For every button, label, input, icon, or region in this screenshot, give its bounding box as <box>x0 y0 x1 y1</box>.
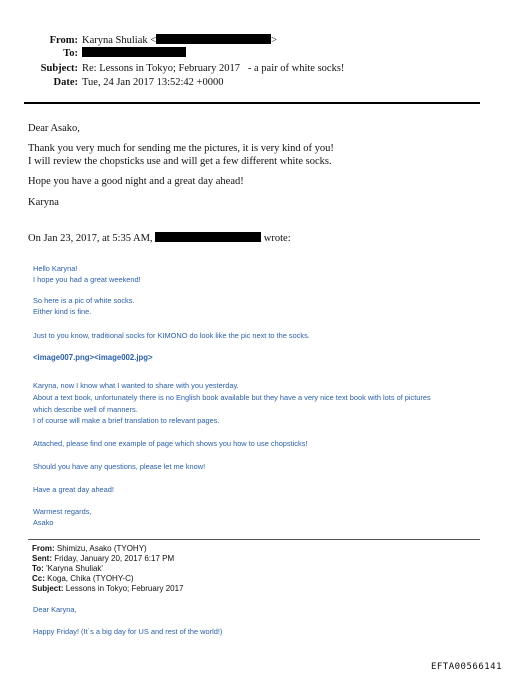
reply-greeting: Dear Asako, <box>28 123 80 134</box>
header-divider <box>24 102 480 104</box>
date-label: Date: <box>53 77 78 88</box>
reply-line-1: Thank you very much for sending me the pictures, it is very kind of you! <box>28 143 334 154</box>
subject-value: Re: Lessons in Tokyo; February 2017 - a pair of white socks! <box>82 63 345 74</box>
attachment-placeholder[interactable]: <image007.png><image002.jpg> <box>33 353 153 362</box>
reply-line-2: I will review the chopsticks use and will get a few different white socks. <box>28 156 332 167</box>
quoted-line: Should you have any questions, please let me know! <box>33 462 206 471</box>
quoted-line: Either kind is fine. <box>33 307 92 316</box>
quoted-line: Hello Karyna! <box>33 264 78 273</box>
fwd-subject-value: Lessons in Tokyo; February 2017 <box>65 584 184 593</box>
quote-wrote: wrote: <box>263 233 291 244</box>
from-close: > <box>271 35 278 46</box>
forwarded-line-1: Happy Friday! (It`s a big day for US and rest of the world!) <box>33 627 223 636</box>
forwarded-divider <box>28 539 480 540</box>
forwarded-from-row <box>32 544 147 554</box>
fwd-subject-label: Subject: <box>32 584 64 593</box>
document-id: EFTA00566141 <box>430 662 502 672</box>
fwd-sent-label: Sent: <box>32 554 52 563</box>
reply-signature: Karyna <box>28 197 59 208</box>
subject-label: Subject: <box>40 63 78 74</box>
quoted-line: Karyna, now I know what I wanted to share with you yesterday. <box>33 381 239 390</box>
quoted-line: which describe well of manners. <box>33 405 138 414</box>
header-subject-row <box>24 62 344 75</box>
forwarded-cc-row <box>32 574 134 584</box>
quote-intro-row <box>28 232 291 245</box>
forwarded-sent-row <box>32 554 174 564</box>
quoted-line: About a text book, unfortunately there is no English book available but they have a very nice text book with lots of pictures <box>33 393 431 402</box>
forwarded-to-row <box>32 564 103 574</box>
reply-line-3: Hope you have a good night and a great day ahead! <box>28 176 244 187</box>
fwd-sent-value: Friday, January 20, 2017 6:17 PM <box>54 554 175 563</box>
date-value: Tue, 24 Jan 2017 13:52:42 +0000 <box>82 77 224 88</box>
quoted-line: So here is a pic of white socks. <box>33 296 135 305</box>
quoted-line: I of course will make a brief translation to relevant pages. <box>33 416 220 425</box>
fwd-cc-label: Cc: <box>32 574 45 583</box>
from-value: Karyna Shuliak < <box>82 35 157 46</box>
fwd-from-value: Shimizu, Asako (TYOHY) <box>56 544 147 553</box>
redaction-bar <box>155 232 261 242</box>
header-from-row <box>24 34 277 47</box>
quoted-line: I hope you had a great weekend! <box>33 275 141 284</box>
from-label: From: <box>49 35 78 46</box>
redaction-bar <box>156 34 271 44</box>
quoted-line: Have a great day ahead! <box>33 485 114 494</box>
forwarded-greeting: Dear Karyna, <box>33 605 77 614</box>
redaction-bar <box>82 47 186 57</box>
fwd-from-label: From: <box>32 544 55 553</box>
quote-intro: On Jan 23, 2017, at 5:35 AM, <box>28 233 153 244</box>
quoted-line: Attached, please find one example of page which shows you how to use chopsticks! <box>33 439 308 448</box>
header-date-row <box>24 76 223 89</box>
quoted-line: Just to you know, traditional socks for KIMONO do look like the pic next to the socks. <box>33 331 310 340</box>
fwd-cc-value: Koga, Chika (TYOHY-C) <box>47 574 134 583</box>
fwd-to-value: 'Karyna Shuliak' <box>46 564 103 573</box>
quoted-line: Warmest regards, <box>33 507 92 516</box>
to-label: To: <box>63 48 78 59</box>
fwd-to-label: To: <box>32 564 44 573</box>
forwarded-subject-row <box>32 584 184 594</box>
quoted-line: Asako <box>33 518 54 527</box>
header-to-row <box>24 47 186 60</box>
